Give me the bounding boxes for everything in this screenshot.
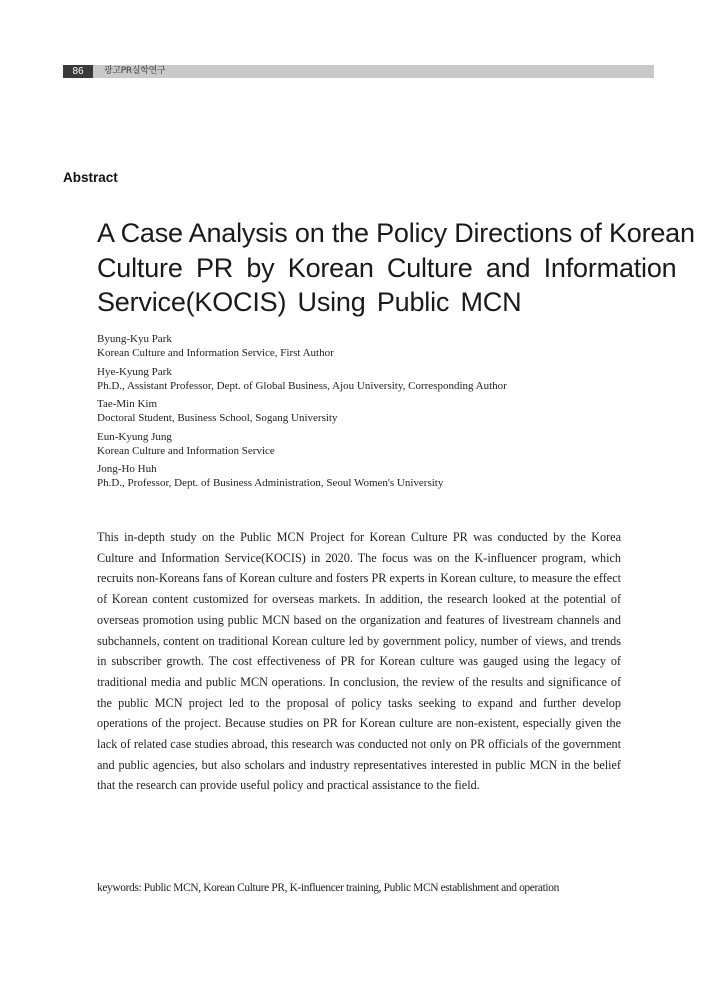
- author-entry: [97, 397, 627, 425]
- author-affiliation: Ph.D., Assistant Professor, Dept. of Global Business, Ajou University, Corresponding Author: [97, 379, 507, 392]
- author-entry: [97, 462, 627, 490]
- abstract-body: This in-depth study on the Public MCN Project for Korean Culture PR was conducted by the Korea Culture and Information Service(KOCIS) in 2020. The focus was on the K-influencer program, which recruits non-Koreans fans of Korean culture and fosters PR experts in Korean culture, to measure the effect of Korean content customized for overseas markets. In addition, the research looked at the potential of overseas promotion using public MCN based on the organization and features of livestream channels and subchannels, content on traditional Korean culture led by government policy, number of views, and trends in subscriber growth. The cost effectiveness of PR for Korean culture was gauged using the legacy of traditional media and public MCN operations. In conclusion, the review of the results and significance of the public MCN project led to the proposal of policy tasks seeking to expand and further develop operations of the project. Because studies on PR for Korean culture are non-existent, especially given the lack of related case studies abroad, this research was conducted not only on PR officials of the government and public agencies, but also scholars and industry representatives interested in public MCN in the belief that the research can provide useful policy and practical assistance to the field.: [97, 530, 621, 793]
- author-affiliation: Korean Culture and Information Service: [97, 444, 275, 457]
- section-label: Abstract: [63, 170, 118, 185]
- author-name: Eun-Kyung Jung: [97, 430, 172, 443]
- author-name: Tae-Min Kim: [97, 398, 158, 410]
- author-entry: [97, 365, 627, 393]
- author-entry: [97, 332, 627, 360]
- author-name: Jong-Ho Huh: [97, 463, 157, 475]
- title-line: A Case Analysis on the Policy Directions of Korean: [97, 218, 695, 248]
- author-name: Hye-Kyung Park: [97, 365, 172, 378]
- keywords: keywords: Public MCN, Korean Culture PR, K-influencer training, Public MCN establishment and operation: [97, 882, 559, 894]
- author-entry: [97, 430, 627, 458]
- paper-title: [97, 216, 695, 320]
- author-list: [97, 332, 627, 495]
- title-line: Service(KOCIS) Using Public MCN: [97, 287, 522, 317]
- author-affiliation: Ph.D., Professor, Dept. of Business Administration, Seoul Women's University: [97, 477, 444, 489]
- journal-name: 광고PR실학연구: [104, 66, 166, 76]
- page-number: 86: [63, 65, 93, 78]
- author-affiliation: Doctoral Student, Business School, Sogang University: [97, 412, 338, 424]
- author-name: Byung-Kyu Park: [97, 333, 172, 345]
- title-line: Culture PR by Korean Culture and Information: [97, 252, 677, 283]
- author-affiliation: Korean Culture and Information Service, First Author: [97, 347, 334, 359]
